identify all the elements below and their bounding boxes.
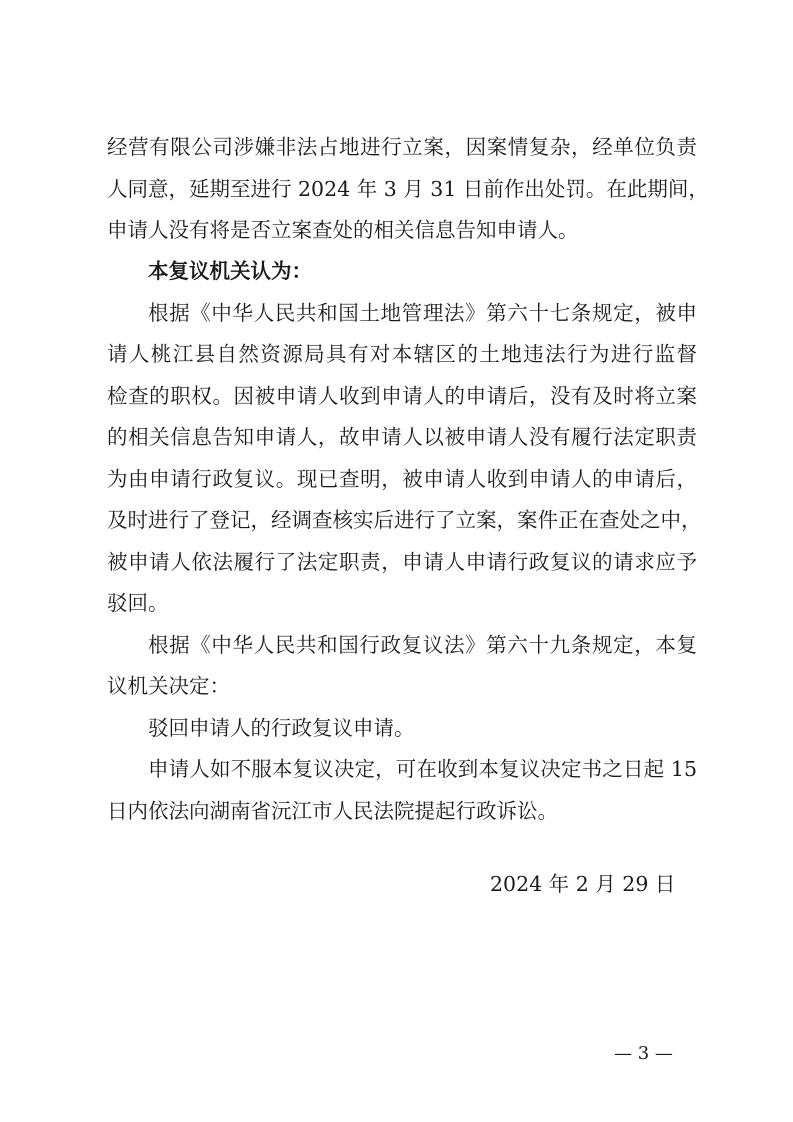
- body-line: 请人桃江县自然资源局具有对本辖区的土地违法行为进行监督: [107, 342, 697, 366]
- body-line: 根据《中华人民共和国土地管理法》第六十七条规定，被申: [148, 301, 697, 325]
- body-line: 为由申请行政复议。现已查明，被申请人收到申请人的申请后，: [107, 467, 697, 491]
- body-line: 人同意，延期至进行 2024 年 3 月 31 日前作出处罚。在此期间，: [107, 177, 709, 201]
- page-number: — 3 —: [614, 1043, 673, 1064]
- body-line: 及时进行了登记，经调查核实后进行了立案，案件正在查处之中，: [107, 508, 702, 532]
- body-line: 经营有限公司涉嫌非法占地进行立案，因案情复杂，经单位负责: [107, 135, 697, 159]
- body-line: 申请人没有将是否立案查处的相关信息告知申请人。: [107, 218, 579, 242]
- body-line: 被申请人依法履行了法定职责，申请人申请行政复议的请求应予: [107, 550, 697, 574]
- body-line: 检查的职权。因被申请人收到申请人的申请后，没有及时将立案: [107, 384, 697, 408]
- document-date: 2024 年 2 月 29 日: [490, 872, 676, 896]
- body-line: 申请人如不服本复议决定，可在收到本复议决定书之日起 15: [148, 757, 697, 781]
- body-line: 日内依法向湖南省沅江市人民法院提起行政诉讼。: [107, 799, 558, 823]
- body-line: 议机关决定：: [107, 674, 230, 698]
- body-line: 根据《中华人民共和国行政复议法》第六十九条规定，本复: [148, 633, 697, 657]
- section-heading: 本复议机关认为：: [148, 259, 312, 283]
- body-line: 的相关信息告知申请人，故申请人以被申请人没有履行法定职责: [107, 425, 697, 449]
- decision-line: 驳回申请人的行政复议申请。: [148, 716, 415, 740]
- body-line: 驳回。: [107, 591, 169, 615]
